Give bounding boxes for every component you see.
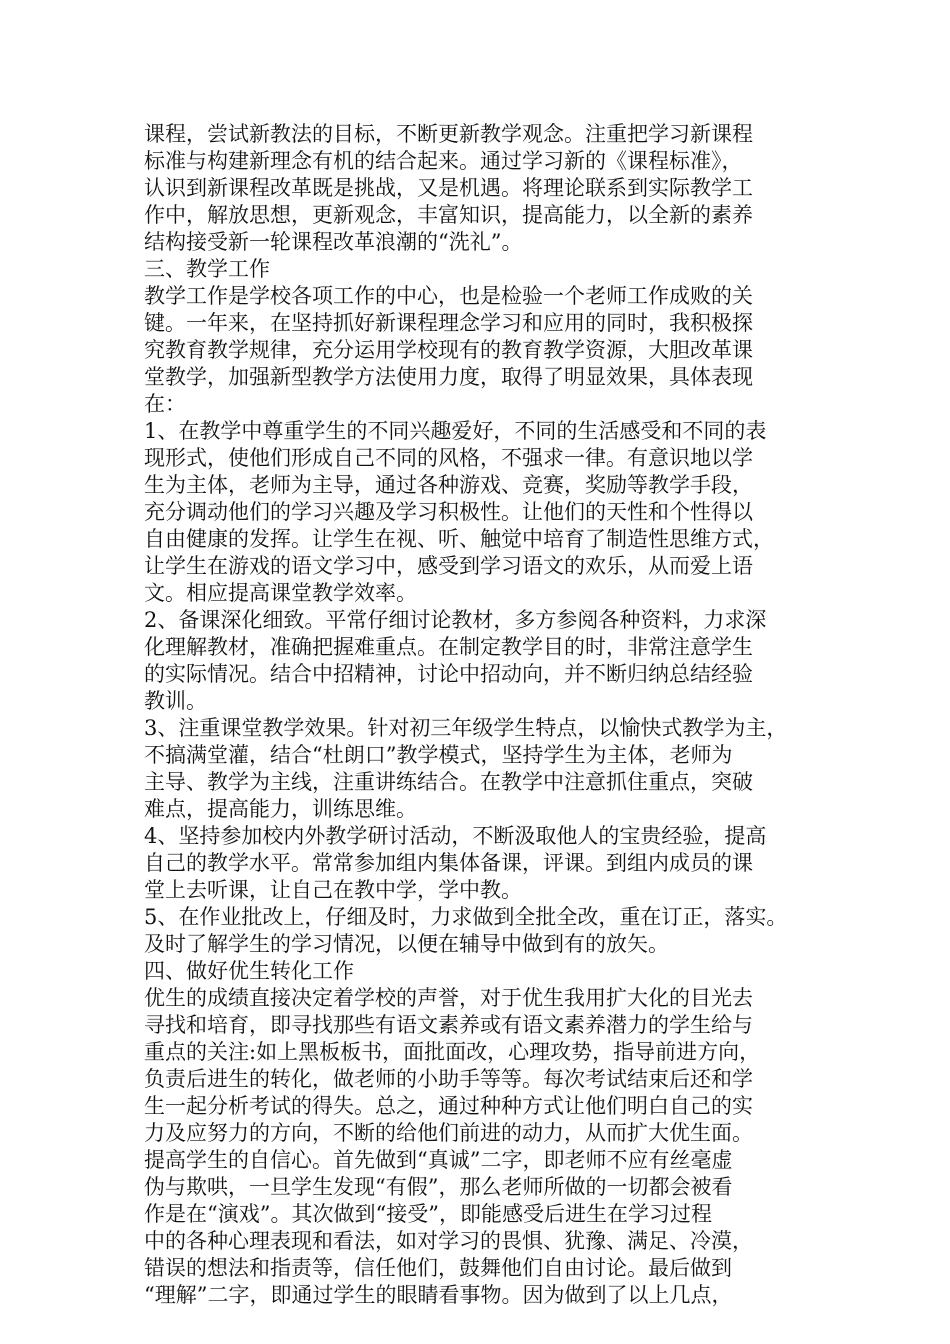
body-line: 生一起分析考试的得失。总之，通过种种方式让他们明白自己的实	[144, 1094, 753, 1118]
body-line: 错误的想法和指责等，信任他们，鼓舞他们自由讨论。最后做到	[144, 1256, 732, 1280]
body-line: 伪与欺哄，一旦学生发现“有假”，那么老师所做的一切都会被看	[144, 1175, 733, 1199]
section-heading-3: 三、教学工作	[144, 257, 270, 281]
body-line: 作中，解放思想，更新观念，丰富知识，提高能力，以全新的素养	[144, 203, 753, 227]
list-item-3: 3、注重课堂教学效果。针对初三年级学生特点，以愉快式教学为主，	[144, 716, 788, 740]
body-line: 充分调动他们的学习兴趣及学习积极性。让他们的天性和个性得以	[144, 500, 753, 524]
body-line: 提高学生的自信心。首先做到“真诚”二字，即老师不应有丝毫虚	[144, 1148, 733, 1172]
body-line: 寻找和培育，即寻找那些有语文素养或有语文素养潜力的学生给与	[144, 1013, 753, 1037]
body-line: 教训。	[144, 689, 207, 713]
body-line: 自由健康的发挥。让学生在视、听、触觉中培育了制造性思维方式，	[144, 527, 774, 551]
body-line: 生为主体，老师为主导，通过各种游戏、竞赛，奖励等教学手段，	[144, 473, 753, 497]
body-line: 不搞满堂灌，结合“杜朗口”教学模式，坚持学生为主体，老师为	[144, 743, 733, 767]
body-line: 文。相应提高课堂教学效率。	[144, 581, 417, 605]
body-line: 力及应努力的方向，不断的给他们前进的动力，从而扩大优生面。	[144, 1121, 753, 1145]
body-line: “理解”二字，即通过学生的眼睛看事物。因为做到了以上几点，	[144, 1283, 733, 1307]
body-line: 结构接受新一轮课程改革浪潮的“洗礼”。	[144, 230, 523, 254]
body-line: 认识到新课程改革既是挑战，又是机遇。将理论联系到实际教学工	[144, 176, 753, 200]
body-line: 在：	[144, 392, 186, 416]
body-line: 教学工作是学校各项工作的中心，也是检验一个老师工作成败的关	[144, 284, 753, 308]
body-line: 及时了解学生的学习情况，以便在辅导中做到有的放矢。	[144, 932, 669, 956]
list-item-1: 1、在教学中尊重学生的不同兴趣爱好，不同的生活感受和不同的表	[144, 419, 767, 443]
body-line: 优生的成绩直接决定着学校的声誉，对于优生我用扩大化的目光去	[144, 986, 753, 1010]
body-line: 标准与构建新理念有机的结合起来。通过学习新的《课程标准》，	[144, 149, 743, 173]
list-item-5: 5、在作业批改上，仔细及时，力求做到全批全改，重在订正，落实。	[144, 905, 788, 929]
body-line: 主导、教学为主线，注重讲练结合。在教学中注意抓住重点，突破	[144, 770, 753, 794]
body-line: 难点，提高能力，训练思维。	[144, 797, 417, 821]
section-heading-4: 四、做好优生转化工作	[144, 959, 354, 983]
body-line: 作是在“演戏”。其次做到“接受”，即能感受后进生在学习过程	[144, 1202, 712, 1226]
body-line: 课程，尝试新教法的目标，不断更新教学观念。注重把学习新课程	[144, 122, 753, 146]
body-line: 重点的关注:如上黑板板书，面批面改，心理攻势，指导前进方向，	[144, 1040, 761, 1064]
body-line: 自己的教学水平。常常参加组内集体备课，评课。到组内成员的课	[144, 851, 753, 875]
body-line: 化理解教材，准确把握难重点。在制定教学目的时，非常注意学生	[144, 635, 753, 659]
list-item-4: 4、坚持参加校内外教学研讨活动，不断汲取他人的宝贵经验，提高	[144, 824, 767, 848]
body-line: 堂上去听课，让自己在教中学，学中教。	[144, 878, 522, 902]
body-line: 中的各种心理表现和看法，如对学习的畏惧、犹豫、满足、冷漠，	[144, 1229, 753, 1253]
body-line: 负责后进生的转化，做老师的小助手等等。每次考试结束后还和学	[144, 1067, 753, 1091]
body-line: 究教育教学规律，充分运用学校现有的教育教学资源，大胆改革课	[144, 338, 753, 362]
list-item-2: 2、备课深化细致。平常仔细讨论教材，多方参阅各种资料，力求深	[144, 608, 767, 632]
body-line: 堂教学，加强新型教学方法使用力度，取得了明显效果，具体表现	[144, 365, 753, 389]
body-line: 现形式，使他们形成自己不同的风格，不强求一律。有意识地以学	[144, 446, 753, 470]
body-line: 让学生在游戏的语文学习中，感受到学习语文的欢乐，从而爱上语	[144, 554, 753, 578]
body-line: 的实际情况。结合中招精神，讨论中招动向，并不断归纳总结经验	[144, 662, 753, 686]
body-line: 键。一年来，在坚持抓好新课程理念学习和应用的同时，我积极探	[144, 311, 753, 335]
document-body	[144, 121, 824, 1309]
